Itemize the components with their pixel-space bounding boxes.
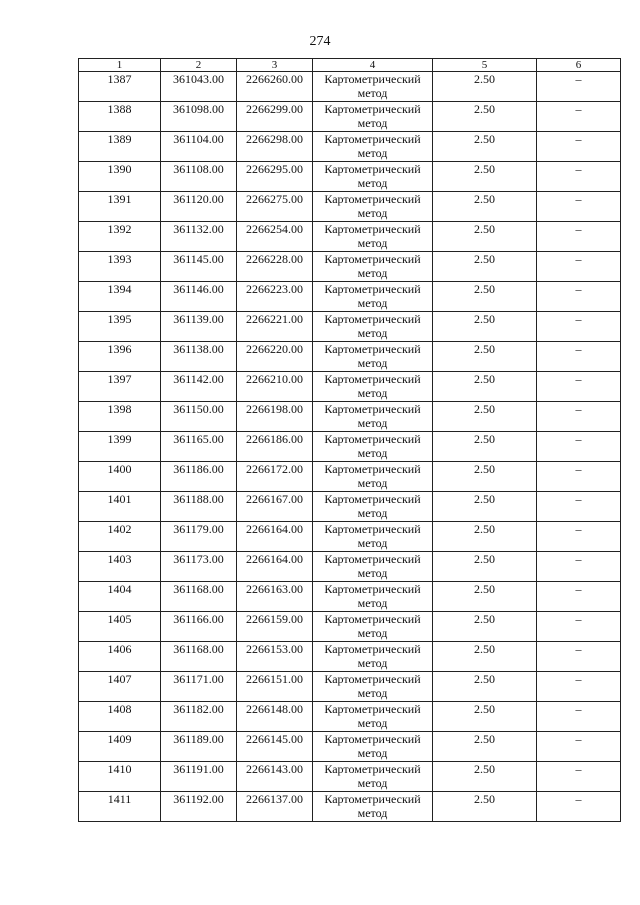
x-coordinate-cell: 361108.00 bbox=[161, 162, 237, 192]
note-cell: – bbox=[537, 432, 621, 462]
note-cell: – bbox=[537, 492, 621, 522]
point-number-cell: 1393 bbox=[79, 252, 161, 282]
point-number-cell: 1391 bbox=[79, 192, 161, 222]
precision-cell: 2.50 bbox=[433, 432, 537, 462]
table-row bbox=[79, 192, 621, 222]
table-row bbox=[79, 762, 621, 792]
precision-cell: 2.50 bbox=[433, 552, 537, 582]
precision-cell: 2.50 bbox=[433, 612, 537, 642]
table-row bbox=[79, 162, 621, 192]
note-cell: – bbox=[537, 102, 621, 132]
precision-cell: 2.50 bbox=[433, 102, 537, 132]
x-coordinate-cell: 361142.00 bbox=[161, 372, 237, 402]
y-coordinate-cell: 2266167.00 bbox=[237, 492, 313, 522]
method-cell: Картометрический метод bbox=[313, 672, 433, 702]
method-cell: Картометрический метод bbox=[313, 432, 433, 462]
note-cell: – bbox=[537, 672, 621, 702]
precision-cell: 2.50 bbox=[433, 672, 537, 702]
point-number-cell: 1407 bbox=[79, 672, 161, 702]
y-coordinate-cell: 2266260.00 bbox=[237, 72, 313, 102]
note-cell: – bbox=[537, 132, 621, 162]
precision-cell: 2.50 bbox=[433, 132, 537, 162]
coordinates-table bbox=[78, 58, 621, 822]
x-coordinate-cell: 361186.00 bbox=[161, 462, 237, 492]
note-cell: – bbox=[537, 762, 621, 792]
note-cell: – bbox=[537, 732, 621, 762]
x-coordinate-cell: 361173.00 bbox=[161, 552, 237, 582]
note-cell: – bbox=[537, 462, 621, 492]
point-number-cell: 1397 bbox=[79, 372, 161, 402]
method-cell: Картометрический метод bbox=[313, 522, 433, 552]
precision-cell: 2.50 bbox=[433, 252, 537, 282]
point-number-cell: 1401 bbox=[79, 492, 161, 522]
method-cell: Картометрический метод bbox=[313, 192, 433, 222]
y-coordinate-cell: 2266295.00 bbox=[237, 162, 313, 192]
note-cell: – bbox=[537, 282, 621, 312]
note-cell: – bbox=[537, 702, 621, 732]
precision-cell: 2.50 bbox=[433, 192, 537, 222]
precision-cell: 2.50 bbox=[433, 702, 537, 732]
table-row bbox=[79, 462, 621, 492]
table-row bbox=[79, 582, 621, 612]
precision-cell: 2.50 bbox=[433, 402, 537, 432]
y-coordinate-cell: 2266275.00 bbox=[237, 192, 313, 222]
note-cell: – bbox=[537, 402, 621, 432]
x-coordinate-cell: 361104.00 bbox=[161, 132, 237, 162]
point-number-cell: 1404 bbox=[79, 582, 161, 612]
column-header: 2 bbox=[161, 59, 237, 72]
y-coordinate-cell: 2266223.00 bbox=[237, 282, 313, 312]
point-number-cell: 1411 bbox=[79, 792, 161, 822]
precision-cell: 2.50 bbox=[433, 492, 537, 522]
x-coordinate-cell: 361182.00 bbox=[161, 702, 237, 732]
precision-cell: 2.50 bbox=[433, 732, 537, 762]
note-cell: – bbox=[537, 312, 621, 342]
y-coordinate-cell: 2266228.00 bbox=[237, 252, 313, 282]
point-number-cell: 1396 bbox=[79, 342, 161, 372]
table-body bbox=[79, 72, 621, 822]
y-coordinate-cell: 2266298.00 bbox=[237, 132, 313, 162]
table-row bbox=[79, 522, 621, 552]
x-coordinate-cell: 361166.00 bbox=[161, 612, 237, 642]
x-coordinate-cell: 361150.00 bbox=[161, 402, 237, 432]
page-number: 274 bbox=[309, 34, 331, 49]
x-coordinate-cell: 361146.00 bbox=[161, 282, 237, 312]
x-coordinate-cell: 361098.00 bbox=[161, 102, 237, 132]
column-header: 6 bbox=[537, 59, 621, 72]
precision-cell: 2.50 bbox=[433, 162, 537, 192]
point-number-cell: 1387 bbox=[79, 72, 161, 102]
y-coordinate-cell: 2266172.00 bbox=[237, 462, 313, 492]
y-coordinate-cell: 2266210.00 bbox=[237, 372, 313, 402]
point-number-cell: 1402 bbox=[79, 522, 161, 552]
x-coordinate-cell: 361171.00 bbox=[161, 672, 237, 702]
point-number-cell: 1392 bbox=[79, 222, 161, 252]
point-number-cell: 1388 bbox=[79, 102, 161, 132]
y-coordinate-cell: 2266145.00 bbox=[237, 732, 313, 762]
y-coordinate-cell: 2266220.00 bbox=[237, 342, 313, 372]
precision-cell: 2.50 bbox=[433, 762, 537, 792]
x-coordinate-cell: 361188.00 bbox=[161, 492, 237, 522]
y-coordinate-cell: 2266159.00 bbox=[237, 612, 313, 642]
point-number-cell: 1408 bbox=[79, 702, 161, 732]
precision-cell: 2.50 bbox=[433, 522, 537, 552]
precision-cell: 2.50 bbox=[433, 642, 537, 672]
point-number-cell: 1389 bbox=[79, 132, 161, 162]
precision-cell: 2.50 bbox=[433, 582, 537, 612]
table-row bbox=[79, 432, 621, 462]
method-cell: Картометрический метод bbox=[313, 732, 433, 762]
y-coordinate-cell: 2266221.00 bbox=[237, 312, 313, 342]
method-cell: Картометрический метод bbox=[313, 792, 433, 822]
x-coordinate-cell: 361139.00 bbox=[161, 312, 237, 342]
method-cell: Картометрический метод bbox=[313, 222, 433, 252]
point-number-cell: 1390 bbox=[79, 162, 161, 192]
x-coordinate-cell: 361168.00 bbox=[161, 582, 237, 612]
x-coordinate-cell: 361145.00 bbox=[161, 252, 237, 282]
method-cell: Картометрический метод bbox=[313, 582, 433, 612]
table-row bbox=[79, 732, 621, 762]
y-coordinate-cell: 2266151.00 bbox=[237, 672, 313, 702]
x-coordinate-cell: 361132.00 bbox=[161, 222, 237, 252]
x-coordinate-cell: 361189.00 bbox=[161, 732, 237, 762]
table-row bbox=[79, 792, 621, 822]
point-number-cell: 1398 bbox=[79, 402, 161, 432]
method-cell: Картометрический метод bbox=[313, 402, 433, 432]
column-header: 3 bbox=[237, 59, 313, 72]
method-cell: Картометрический метод bbox=[313, 762, 433, 792]
method-cell: Картометрический метод bbox=[313, 372, 433, 402]
table-row bbox=[79, 222, 621, 252]
precision-cell: 2.50 bbox=[433, 72, 537, 102]
column-header: 4 bbox=[313, 59, 433, 72]
method-cell: Картометрический метод bbox=[313, 612, 433, 642]
table-row bbox=[79, 672, 621, 702]
method-cell: Картометрический метод bbox=[313, 462, 433, 492]
note-cell: – bbox=[537, 342, 621, 372]
precision-cell: 2.50 bbox=[433, 462, 537, 492]
table-row bbox=[79, 282, 621, 312]
method-cell: Картометрический метод bbox=[313, 552, 433, 582]
table-row bbox=[79, 552, 621, 582]
method-cell: Картометрический метод bbox=[313, 102, 433, 132]
precision-cell: 2.50 bbox=[433, 312, 537, 342]
note-cell: – bbox=[537, 612, 621, 642]
x-coordinate-cell: 361043.00 bbox=[161, 72, 237, 102]
method-cell: Картометрический метод bbox=[313, 492, 433, 522]
method-cell: Картометрический метод bbox=[313, 642, 433, 672]
point-number-cell: 1406 bbox=[79, 642, 161, 672]
y-coordinate-cell: 2266148.00 bbox=[237, 702, 313, 732]
table-row bbox=[79, 342, 621, 372]
table-row bbox=[79, 132, 621, 162]
table-row bbox=[79, 702, 621, 732]
note-cell: – bbox=[537, 72, 621, 102]
x-coordinate-cell: 361192.00 bbox=[161, 792, 237, 822]
table-row bbox=[79, 402, 621, 432]
y-coordinate-cell: 2266163.00 bbox=[237, 582, 313, 612]
y-coordinate-cell: 2266299.00 bbox=[237, 102, 313, 132]
y-coordinate-cell: 2266137.00 bbox=[237, 792, 313, 822]
table-row bbox=[79, 102, 621, 132]
method-cell: Картометрический метод bbox=[313, 282, 433, 312]
y-coordinate-cell: 2266186.00 bbox=[237, 432, 313, 462]
y-coordinate-cell: 2266164.00 bbox=[237, 552, 313, 582]
point-number-cell: 1409 bbox=[79, 732, 161, 762]
y-coordinate-cell: 2266153.00 bbox=[237, 642, 313, 672]
column-header: 1 bbox=[79, 59, 161, 72]
note-cell: – bbox=[537, 522, 621, 552]
note-cell: – bbox=[537, 192, 621, 222]
table-row bbox=[79, 372, 621, 402]
point-number-cell: 1405 bbox=[79, 612, 161, 642]
note-cell: – bbox=[537, 222, 621, 252]
table-row bbox=[79, 312, 621, 342]
precision-cell: 2.50 bbox=[433, 282, 537, 312]
precision-cell: 2.50 bbox=[433, 792, 537, 822]
method-cell: Картометрический метод bbox=[313, 312, 433, 342]
x-coordinate-cell: 361138.00 bbox=[161, 342, 237, 372]
point-number-cell: 1394 bbox=[79, 282, 161, 312]
method-cell: Картометрический метод bbox=[313, 162, 433, 192]
method-cell: Картометрический метод bbox=[313, 342, 433, 372]
point-number-cell: 1403 bbox=[79, 552, 161, 582]
y-coordinate-cell: 2266254.00 bbox=[237, 222, 313, 252]
precision-cell: 2.50 bbox=[433, 342, 537, 372]
y-coordinate-cell: 2266143.00 bbox=[237, 762, 313, 792]
note-cell: – bbox=[537, 642, 621, 672]
note-cell: – bbox=[537, 252, 621, 282]
note-cell: – bbox=[537, 372, 621, 402]
precision-cell: 2.50 bbox=[433, 372, 537, 402]
point-number-cell: 1410 bbox=[79, 762, 161, 792]
table-row bbox=[79, 72, 621, 102]
point-number-cell: 1395 bbox=[79, 312, 161, 342]
table-row bbox=[79, 612, 621, 642]
note-cell: – bbox=[537, 162, 621, 192]
table-row bbox=[79, 642, 621, 672]
x-coordinate-cell: 361168.00 bbox=[161, 642, 237, 672]
precision-cell: 2.50 bbox=[433, 222, 537, 252]
y-coordinate-cell: 2266198.00 bbox=[237, 402, 313, 432]
note-cell: – bbox=[537, 552, 621, 582]
x-coordinate-cell: 361179.00 bbox=[161, 522, 237, 552]
table-row bbox=[79, 492, 621, 522]
column-header: 5 bbox=[433, 59, 537, 72]
method-cell: Картометрический метод bbox=[313, 72, 433, 102]
y-coordinate-cell: 2266164.00 bbox=[237, 522, 313, 552]
method-cell: Картометрический метод bbox=[313, 702, 433, 732]
x-coordinate-cell: 361191.00 bbox=[161, 762, 237, 792]
method-cell: Картометрический метод bbox=[313, 132, 433, 162]
point-number-cell: 1399 bbox=[79, 432, 161, 462]
point-number-cell: 1400 bbox=[79, 462, 161, 492]
method-cell: Картометрический метод bbox=[313, 252, 433, 282]
note-cell: – bbox=[537, 792, 621, 822]
note-cell: – bbox=[537, 582, 621, 612]
x-coordinate-cell: 361165.00 bbox=[161, 432, 237, 462]
x-coordinate-cell: 361120.00 bbox=[161, 192, 237, 222]
table-row bbox=[79, 252, 621, 282]
header-row bbox=[79, 59, 621, 72]
